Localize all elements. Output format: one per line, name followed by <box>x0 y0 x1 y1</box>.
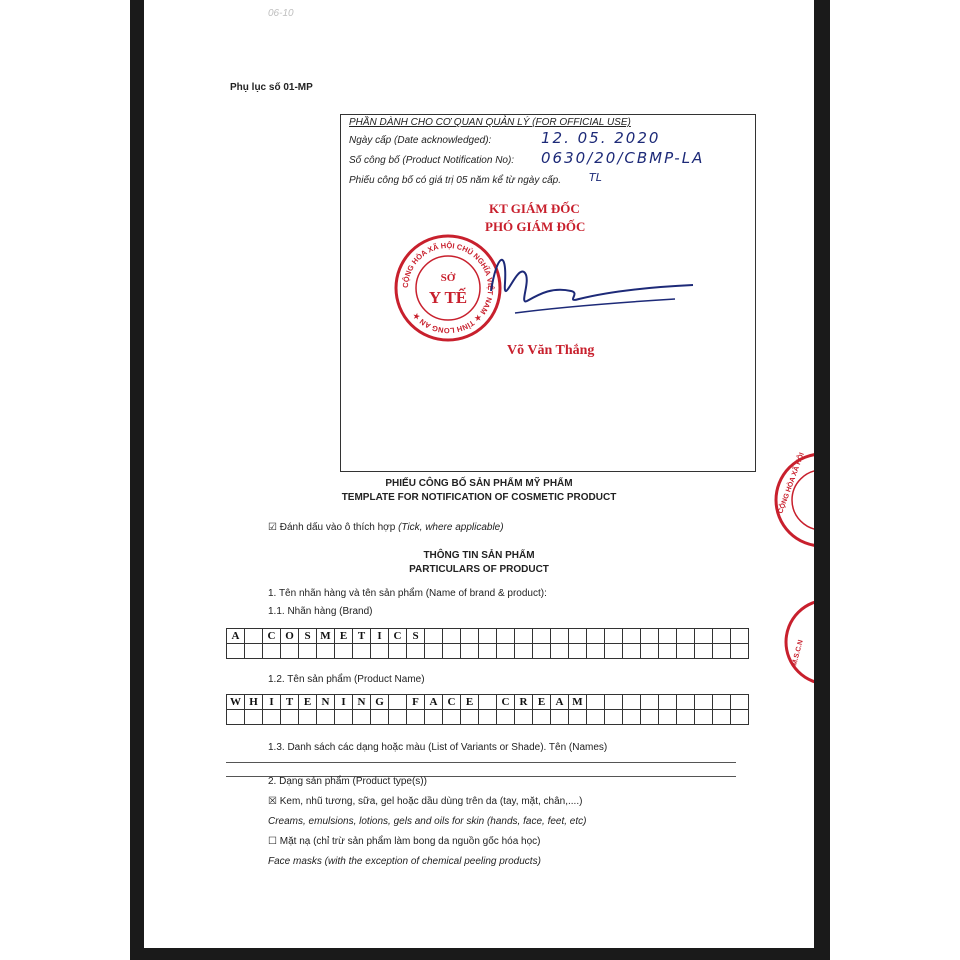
grid-cell: C <box>389 629 407 644</box>
product-name-grid <box>226 694 749 725</box>
grid-cell <box>245 710 263 725</box>
tick-note-en: (Tick, where applicable) <box>398 522 504 533</box>
grid-cell <box>713 695 731 710</box>
grid-cell <box>353 644 371 659</box>
tick-note-vi: ☑ Đánh dấu vào ô thích hợp <box>268 522 396 533</box>
form-title-vi: PHIẾU CÔNG BỐ SẢN PHẨM MỸ PHẨM <box>385 478 573 489</box>
seal-center-2: Y TẾ <box>428 288 468 307</box>
grid-cell: N <box>317 695 335 710</box>
grid-cell <box>641 629 659 644</box>
grid-cell <box>659 710 677 725</box>
grid-cell <box>443 629 461 644</box>
grid-cell <box>641 710 659 725</box>
signer-title-2: PHÓ GIÁM ĐỐC <box>485 219 586 234</box>
type-2-en: Face masks (with the exception of chemical peeling products) <box>268 856 541 867</box>
grid-cell <box>569 629 587 644</box>
item-1-3: 1.3. Danh sách các dạng hoặc màu (List of Variants or Shade). Tên (Names) <box>268 742 608 753</box>
grid-cell <box>731 629 749 644</box>
grid-cell <box>533 644 551 659</box>
grid-cell <box>695 644 713 659</box>
grid-cell <box>605 695 623 710</box>
grid-cell <box>677 644 695 659</box>
grid-cell <box>587 644 605 659</box>
grid-cell <box>731 695 749 710</box>
grid-cell <box>461 710 479 725</box>
grid-cell <box>551 710 569 725</box>
grid-cell <box>713 629 731 644</box>
grid-cell: O <box>281 629 299 644</box>
grid-cell: H <box>245 695 263 710</box>
grid-cell <box>389 644 407 659</box>
pencil-note: 06-10 <box>268 8 294 19</box>
grid-cell <box>461 629 479 644</box>
grid-cell: I <box>371 629 389 644</box>
grid-cell: A <box>425 695 443 710</box>
grid-cell: N <box>353 695 371 710</box>
grid-cell <box>695 695 713 710</box>
grid-cell <box>281 710 299 725</box>
grid-cell <box>551 629 569 644</box>
grid-cell: E <box>299 695 317 710</box>
grid-cell <box>407 644 425 659</box>
date-label: Ngày cấp (Date acknowledged): <box>349 135 492 146</box>
grid-cell <box>263 644 281 659</box>
grid-cell <box>443 710 461 725</box>
grid-cell: T <box>281 695 299 710</box>
grid-cell <box>425 644 443 659</box>
grid-cell <box>371 710 389 725</box>
grid-cell: E <box>461 695 479 710</box>
grid-cell <box>515 710 533 725</box>
edge-seal-bottom <box>784 590 814 700</box>
grid-cell <box>731 710 749 725</box>
grid-cell <box>389 710 407 725</box>
grid-cell <box>605 644 623 659</box>
grid-cell <box>605 710 623 725</box>
grid-cell: S <box>407 629 425 644</box>
grid-cell <box>569 644 587 659</box>
variants-line-1 <box>226 762 736 763</box>
tick-note <box>268 522 504 533</box>
grid-cell <box>425 710 443 725</box>
seal-center-1: SỞ <box>440 272 456 284</box>
type-2-vi: ☐ Mặt nạ (chỉ trừ sản phẩm làm bong da nguồn gốc hóa học) <box>268 836 541 847</box>
grid-cell: W <box>227 695 245 710</box>
grid-cell: E <box>533 695 551 710</box>
grid-cell <box>497 629 515 644</box>
grid-cell <box>623 644 641 659</box>
grid-cell <box>299 644 317 659</box>
grid-cell <box>515 644 533 659</box>
signer-title-1: KT GIÁM ĐỐC <box>489 201 580 216</box>
grid-cell <box>623 629 641 644</box>
signer-name: Võ Văn Thắng <box>507 343 595 358</box>
grid-cell <box>227 710 245 725</box>
grid-cell: R <box>515 695 533 710</box>
grid-cell <box>623 710 641 725</box>
grid-cell <box>263 710 281 725</box>
seal-ring-text: CỘNG HÒA XÃ HỘI CHỦ NGHĨA VIỆT NAM ★ TỈNH LONG AN ★ <box>400 240 496 336</box>
grid-cell <box>587 629 605 644</box>
grid-cell <box>245 644 263 659</box>
grid-cell <box>623 695 641 710</box>
grid-cell: A <box>551 695 569 710</box>
grid-cell <box>245 629 263 644</box>
grid-cell <box>497 644 515 659</box>
grid-cell <box>641 695 659 710</box>
edge-seal-top-text: CỘNG HÒA XÃ HỘI <box>777 451 806 515</box>
grid-cell <box>461 644 479 659</box>
grid-cell: C <box>497 695 515 710</box>
grid-cell <box>335 710 353 725</box>
grid-cell <box>533 710 551 725</box>
grid-cell <box>659 629 677 644</box>
grid-cell <box>569 710 587 725</box>
grid-cell <box>497 710 515 725</box>
grid-cell <box>677 710 695 725</box>
grid-cell <box>479 695 497 710</box>
grid-cell <box>533 629 551 644</box>
type-1-vi: ☒ Kem, nhũ tương, sữa, gel hoặc dầu dùng trên da (tay, mặt, chân,....) <box>268 796 583 807</box>
grid-cell <box>713 644 731 659</box>
signature <box>461 243 701 333</box>
grid-cell <box>731 644 749 659</box>
grid-cell <box>425 629 443 644</box>
grid-cell <box>479 644 497 659</box>
grid-cell <box>299 710 317 725</box>
grid-cell <box>677 629 695 644</box>
form-title-en: TEMPLATE FOR NOTIFICATION OF COSMETIC PRODUCT <box>341 492 617 503</box>
grid-cell <box>551 644 569 659</box>
date-value: 12. 05. 2020 <box>541 129 661 147</box>
grid-cell <box>587 695 605 710</box>
grid-cell <box>443 644 461 659</box>
item-1: 1. Tên nhãn hàng và tên sản phẩm (Name of brand & product): <box>268 588 547 599</box>
grid-cell: I <box>263 695 281 710</box>
type-1-en: Creams, emulsions, lotions, gels and oils for skin (hands, face, feet, etc) <box>268 816 587 827</box>
grid-cell <box>335 644 353 659</box>
validity-initials: TL <box>589 171 602 184</box>
brand-grid <box>226 628 749 659</box>
grid-cell <box>407 710 425 725</box>
grid-cell <box>317 710 335 725</box>
grid-cell: C <box>263 629 281 644</box>
grid-cell: T <box>353 629 371 644</box>
grid-cell: M <box>317 629 335 644</box>
validity-label: Phiếu công bố có giá trị 05 năm kể từ ngày cấp. <box>349 175 562 186</box>
grid-cell: E <box>335 629 353 644</box>
document-page <box>144 0 814 948</box>
official-use-box <box>340 114 756 472</box>
grid-cell: F <box>407 695 425 710</box>
edge-seal-bottom-text: M.S.C.N <box>791 639 805 667</box>
grid-cell <box>605 629 623 644</box>
grid-cell <box>317 644 335 659</box>
grid-cell <box>659 695 677 710</box>
section-title-vi: THÔNG TIN SẢN PHẨM <box>423 550 535 561</box>
item-1-1: 1.1. Nhãn hàng (Brand) <box>268 606 373 617</box>
appendix-label: Phụ lục số 01-MP <box>230 82 313 93</box>
number-label: Số công bố (Product Notification No): <box>349 155 515 166</box>
grid-cell <box>479 629 497 644</box>
grid-cell <box>281 644 299 659</box>
item-2: 2. Dạng sản phẩm (Product type(s)) <box>268 776 427 787</box>
grid-cell <box>227 644 245 659</box>
grid-cell: G <box>371 695 389 710</box>
number-value: 0630/20/CBMP-LA <box>541 149 705 167</box>
grid-cell: S <box>299 629 317 644</box>
grid-cell: M <box>569 695 587 710</box>
grid-cell <box>677 695 695 710</box>
grid-cell <box>713 710 731 725</box>
grid-cell <box>695 629 713 644</box>
grid-cell <box>371 644 389 659</box>
item-1-2: 1.2. Tên sản phẩm (Product Name) <box>268 674 425 685</box>
official-title: PHẦN DÀNH CHO CƠ QUAN QUẢN LÝ (FOR OFFICIAL USE) <box>349 117 631 128</box>
grid-cell <box>479 710 497 725</box>
grid-cell: A <box>227 629 245 644</box>
grid-cell <box>587 710 605 725</box>
grid-cell: I <box>335 695 353 710</box>
grid-cell <box>641 644 659 659</box>
section-title-en: PARTICULARS OF PRODUCT <box>409 564 549 575</box>
grid-cell <box>695 710 713 725</box>
grid-cell <box>353 710 371 725</box>
grid-cell: C <box>443 695 461 710</box>
grid-cell <box>659 644 677 659</box>
grid-cell <box>515 629 533 644</box>
grid-cell <box>389 695 407 710</box>
